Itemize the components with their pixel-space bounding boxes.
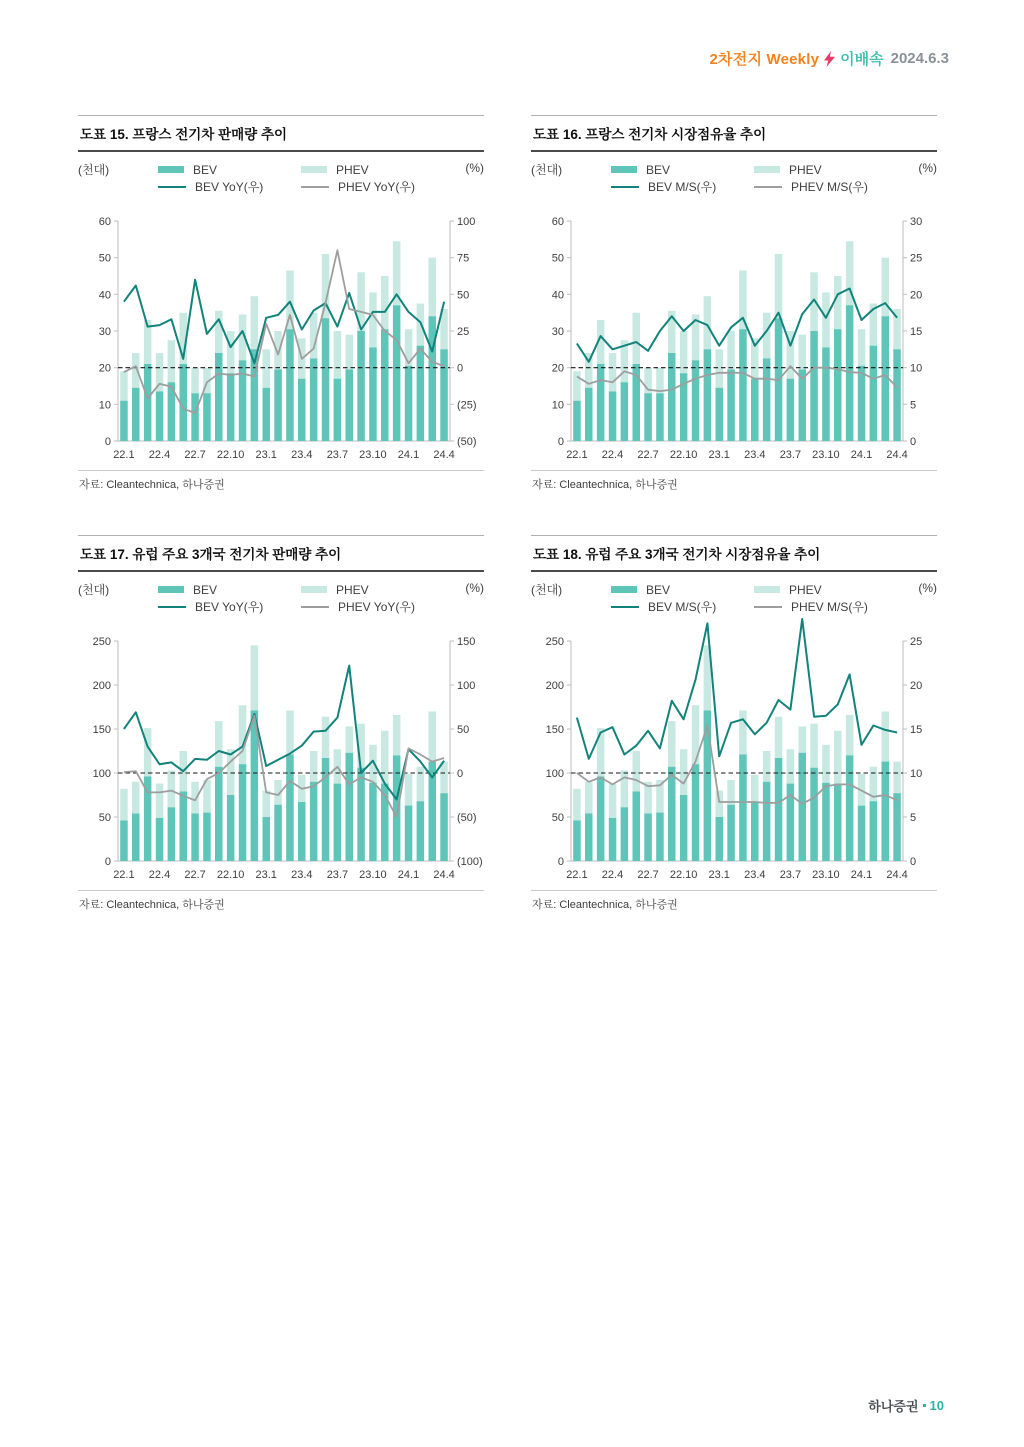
legend-swatch-bar — [158, 586, 184, 593]
right-axis-unit: (%) — [918, 161, 937, 175]
chart-source: 자료: Cleantechnica, 하나증권 — [78, 470, 484, 492]
svg-text:22.4: 22.4 — [601, 869, 624, 881]
svg-text:22.1: 22.1 — [566, 449, 588, 461]
svg-text:23.10: 23.10 — [359, 449, 387, 461]
svg-text:250: 250 — [545, 636, 564, 648]
legend-item — [754, 178, 897, 195]
svg-text:23.10: 23.10 — [812, 869, 840, 881]
legend-item — [158, 178, 301, 195]
chart-canvas — [531, 615, 937, 887]
svg-text:20: 20 — [551, 362, 564, 375]
svg-text:30: 30 — [551, 326, 564, 338]
svg-text:10: 10 — [910, 768, 923, 780]
svg-text:24.1: 24.1 — [397, 869, 420, 881]
report-header — [710, 48, 949, 69]
legend-label: BEV YoY(우) — [195, 600, 264, 614]
legend-label: BEV M/S(우) — [648, 180, 717, 194]
legend-swatch-bar — [301, 166, 327, 173]
svg-text:15: 15 — [910, 326, 923, 338]
legend-swatch-line — [158, 606, 186, 608]
legend-item — [158, 598, 301, 615]
svg-text:60: 60 — [551, 216, 564, 228]
svg-text:200: 200 — [545, 680, 564, 692]
svg-text:23.7: 23.7 — [326, 449, 349, 461]
legend-swatch-bar — [754, 166, 780, 173]
legend-swatch-line — [158, 186, 186, 188]
legend-item — [754, 581, 897, 598]
svg-text:23.4: 23.4 — [291, 869, 313, 881]
svg-text:100: 100 — [457, 216, 476, 228]
svg-text:24.4: 24.4 — [886, 449, 908, 461]
charts-grid — [78, 115, 937, 912]
svg-text:22.7: 22.7 — [637, 449, 659, 461]
legend-swatch-line — [754, 606, 782, 608]
chart-figure-15 — [78, 115, 484, 492]
right-axis-unit: (%) — [465, 161, 484, 175]
legend-swatch-line — [301, 186, 329, 188]
svg-text:5: 5 — [910, 812, 917, 824]
legend-swatch-line — [611, 606, 639, 608]
svg-text:0: 0 — [910, 436, 917, 448]
chart-legend — [611, 581, 897, 615]
legend-swatch-bar — [611, 166, 637, 173]
header-author-label: 이배속 — [840, 51, 884, 68]
legend-item — [754, 161, 897, 178]
svg-text:(25): (25) — [457, 399, 477, 412]
legend-label: PHEV — [789, 162, 822, 177]
legend-item — [301, 581, 444, 598]
svg-text:50: 50 — [98, 252, 111, 265]
legend-label: BEV — [646, 582, 671, 597]
legend-label: BEV M/S(우) — [648, 600, 717, 614]
legend-item — [158, 581, 301, 598]
svg-text:23.1: 23.1 — [255, 449, 277, 461]
chart-figure-18 — [531, 535, 937, 912]
legend-item — [611, 581, 754, 598]
legend-item — [754, 598, 897, 615]
svg-text:22.1: 22.1 — [113, 869, 135, 881]
legend-label: PHEV — [336, 162, 369, 177]
svg-text:10: 10 — [910, 362, 923, 375]
legend-item — [301, 178, 444, 195]
svg-text:23.7: 23.7 — [779, 449, 802, 461]
svg-text:50: 50 — [551, 252, 564, 265]
svg-text:23.4: 23.4 — [291, 449, 313, 461]
legend-item — [301, 161, 444, 178]
svg-text:22.10: 22.10 — [216, 449, 245, 461]
svg-text:25: 25 — [457, 326, 470, 338]
left-axis-unit: (천대) — [531, 163, 563, 177]
chart-title: 도표 18. 유럽 주요 3개국 전기차 시장점유율 추이 — [531, 535, 937, 572]
svg-text:50: 50 — [457, 724, 470, 736]
chart-figure-17 — [78, 535, 484, 912]
svg-text:30: 30 — [910, 216, 923, 228]
svg-text:23.1: 23.1 — [708, 869, 730, 881]
svg-text:22.4: 22.4 — [148, 449, 171, 461]
legend-label: BEV — [193, 162, 218, 177]
svg-text:22.1: 22.1 — [113, 449, 135, 461]
svg-text:20: 20 — [910, 289, 923, 302]
legend-item — [611, 161, 754, 178]
svg-text:22.10: 22.10 — [669, 869, 698, 881]
legend-label: BEV — [646, 162, 671, 177]
svg-text:22.7: 22.7 — [184, 449, 206, 461]
svg-text:(50): (50) — [457, 436, 477, 448]
svg-text:15: 15 — [910, 724, 923, 736]
svg-text:24.1: 24.1 — [850, 449, 873, 461]
legend-swatch-bar — [158, 166, 184, 173]
svg-text:23.10: 23.10 — [359, 869, 387, 881]
svg-text:50: 50 — [98, 812, 111, 824]
svg-text:24.1: 24.1 — [397, 449, 420, 461]
svg-text:0: 0 — [557, 436, 564, 448]
svg-text:22.4: 22.4 — [148, 869, 171, 881]
svg-text:25: 25 — [910, 252, 923, 265]
chart-legend — [158, 581, 444, 615]
svg-text:20: 20 — [98, 362, 111, 375]
legend-swatch-line — [301, 606, 329, 608]
svg-text:23.1: 23.1 — [708, 449, 730, 461]
svg-text:40: 40 — [551, 289, 564, 302]
svg-text:24.4: 24.4 — [433, 869, 455, 881]
legend-swatch-bar — [301, 586, 327, 593]
right-axis-unit: (%) — [465, 581, 484, 595]
svg-text:75: 75 — [457, 252, 470, 265]
footer-dot-icon — [923, 1404, 926, 1407]
chart-canvas — [78, 615, 484, 887]
chart-legend-row — [78, 161, 484, 195]
right-axis-unit: (%) — [918, 581, 937, 595]
svg-text:5: 5 — [910, 399, 917, 412]
legend-item — [611, 178, 754, 195]
chart-canvas — [78, 195, 484, 467]
svg-text:30: 30 — [98, 326, 111, 338]
svg-text:(50): (50) — [457, 812, 477, 824]
legend-label: BEV YoY(우) — [195, 180, 264, 194]
svg-text:0: 0 — [104, 856, 111, 868]
svg-text:0: 0 — [457, 768, 464, 780]
chart-legend-row — [78, 581, 484, 615]
lightning-icon — [826, 51, 833, 67]
legend-label: PHEV — [336, 582, 369, 597]
legend-label: BEV — [193, 582, 218, 597]
svg-text:25: 25 — [910, 636, 923, 648]
header-date: 2024.6.3 — [890, 50, 949, 67]
svg-text:23.4: 23.4 — [744, 449, 766, 461]
chart-source: 자료: Cleantechnica, 하나증권 — [531, 890, 937, 912]
svg-text:150: 150 — [457, 636, 476, 648]
chart-figure-16 — [531, 115, 937, 492]
svg-text:24.4: 24.4 — [433, 449, 455, 461]
svg-text:150: 150 — [92, 724, 111, 736]
chart-title: 도표 17. 유럽 주요 3개국 전기차 판매량 추이 — [78, 535, 484, 572]
legend-label: PHEV M/S(우) — [791, 180, 868, 194]
left-axis-unit: (천대) — [531, 583, 563, 597]
svg-text:0: 0 — [457, 362, 464, 375]
svg-text:22.10: 22.10 — [216, 869, 245, 881]
svg-text:50: 50 — [457, 289, 470, 302]
svg-text:0: 0 — [557, 856, 564, 868]
svg-text:22.7: 22.7 — [184, 869, 206, 881]
svg-text:22.7: 22.7 — [637, 869, 659, 881]
svg-text:0: 0 — [910, 856, 917, 868]
footer-brand: 하나증권 — [868, 1399, 919, 1414]
chart-title: 도표 15. 프랑스 전기차 판매량 추이 — [78, 115, 484, 152]
svg-text:10: 10 — [98, 399, 111, 412]
legend-swatch-bar — [754, 586, 780, 593]
left-axis-unit: (천대) — [78, 583, 110, 597]
svg-text:10: 10 — [551, 399, 564, 412]
report-footer — [868, 1396, 944, 1415]
legend-label: PHEV — [789, 582, 822, 597]
svg-text:100: 100 — [545, 768, 564, 780]
svg-text:23.4: 23.4 — [744, 869, 766, 881]
svg-text:23.10: 23.10 — [812, 449, 840, 461]
legend-item — [301, 598, 444, 615]
legend-label: PHEV M/S(우) — [791, 600, 868, 614]
legend-swatch-line — [611, 186, 639, 188]
svg-text:23.7: 23.7 — [779, 869, 802, 881]
svg-text:22.1: 22.1 — [566, 869, 588, 881]
legend-swatch-bar — [611, 586, 637, 593]
chart-legend — [611, 161, 897, 195]
left-axis-unit: (천대) — [78, 163, 110, 177]
chart-source: 자료: Cleantechnica, 하나증권 — [531, 470, 937, 492]
svg-text:22.4: 22.4 — [601, 449, 624, 461]
legend-item — [611, 598, 754, 615]
svg-text:22.10: 22.10 — [669, 449, 698, 461]
svg-text:24.4: 24.4 — [886, 869, 908, 881]
svg-text:0: 0 — [104, 436, 111, 448]
svg-text:20: 20 — [910, 680, 923, 692]
svg-text:150: 150 — [545, 724, 564, 736]
legend-item — [158, 161, 301, 178]
legend-swatch-line — [754, 186, 782, 188]
svg-text:(100): (100) — [457, 856, 483, 868]
svg-text:100: 100 — [92, 768, 111, 780]
legend-label: PHEV YoY(우) — [338, 180, 415, 194]
svg-text:200: 200 — [92, 680, 111, 692]
svg-text:40: 40 — [98, 289, 111, 302]
header-series-title: 2차전지 Weekly — [709, 51, 820, 68]
svg-text:24.1: 24.1 — [850, 869, 873, 881]
chart-legend-row — [531, 581, 937, 615]
chart-source: 자료: Cleantechnica, 하나증권 — [78, 890, 484, 912]
svg-text:250: 250 — [92, 636, 111, 648]
svg-text:60: 60 — [98, 216, 111, 228]
chart-legend-row — [531, 161, 937, 195]
svg-text:23.1: 23.1 — [255, 869, 277, 881]
chart-canvas — [531, 195, 937, 467]
footer-page-number: 10 — [929, 1398, 944, 1413]
svg-text:50: 50 — [551, 812, 564, 824]
legend-label: PHEV YoY(우) — [338, 600, 415, 614]
chart-legend — [158, 161, 444, 195]
svg-text:23.7: 23.7 — [326, 869, 349, 881]
chart-title: 도표 16. 프랑스 전기차 시장점유율 추이 — [531, 115, 937, 152]
svg-text:100: 100 — [457, 680, 476, 692]
